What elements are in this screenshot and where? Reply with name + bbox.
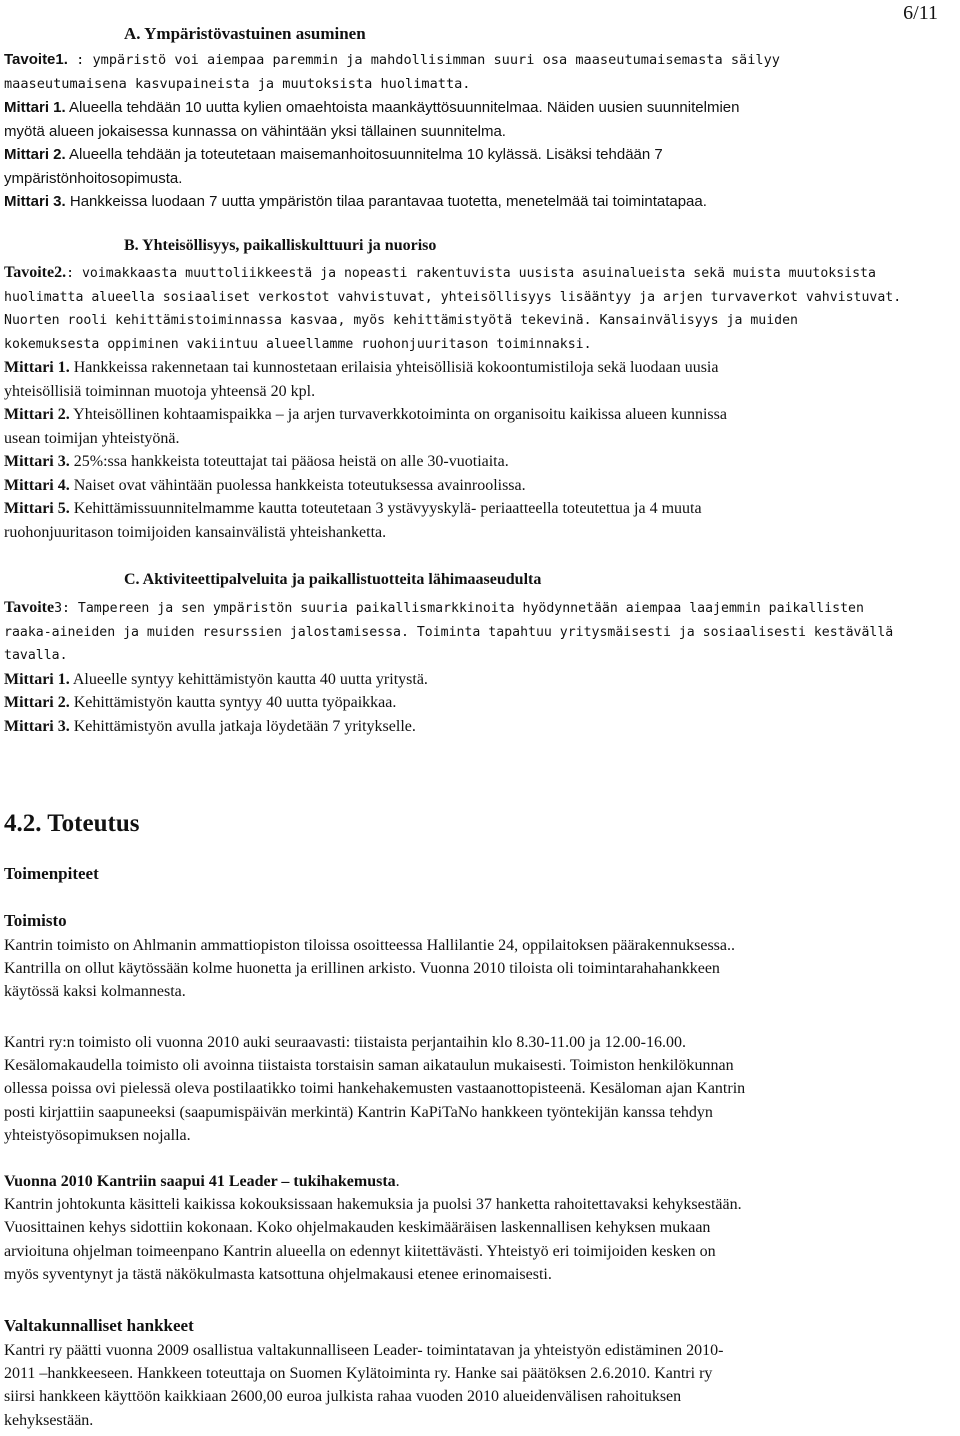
- indicator-label: Mittari 3.: [4, 193, 66, 210]
- indicator-text: ympäristönhoitosopimusta.: [4, 169, 183, 187]
- goal-text: maaseutumaisena kasvupaineista ja muutoksista huolimatta.: [4, 75, 471, 92]
- paragraph-line: posti kirjattiin saapuneeksi (saapumispäivän merkintä) Kantrin KaPiTaNo hankkeen työntekijän kanssa tehdyn: [4, 1103, 713, 1121]
- indicator-text: Alueella tehdään ja toteutetaan maisemanhoitosuunnitelma 10 kylässä. Lisäksi tehdään 7: [65, 146, 663, 163]
- paragraph-line: Kantrin toimisto on Ahlmanin ammattiopiston tiloissa osoitteessa Hallilantie 24, oppilaitoksen päärakennuksessa..: [4, 937, 735, 954]
- indicator-text: 25%:ssa hankkeista toteuttajat tai pääosa heistä on alle 30-vuotiaita.: [69, 453, 509, 470]
- indicator-text: usean toimijan yhteistyönä.: [4, 429, 180, 447]
- goal-text: kokemuksesta oppiminen vakiintuu alueellamme ruohonjuuritason toiminnaksi.: [4, 336, 592, 352]
- paragraph-line: käytössä kaksi kolmannesta.: [4, 983, 186, 1001]
- goal-text: huolimatta alueella sosiaaliset verkostot vahvistuvat, yhteisöllisyys lisääntyy ja arjen turvaverkot vahvistuvat.: [4, 289, 902, 305]
- national-projects-paragraph: [4, 1339, 956, 1432]
- section-a-heading: A. Ympäristövastuinen asuminen: [124, 24, 366, 43]
- paragraph-line: Kantri ry päätti vuonna 2009 osallistua valtakunnalliseen Leader- toimintatavan ja yhteistyön edistäminen 2010-: [4, 1342, 724, 1359]
- indicator-text: ruohonjuuritason toimijoiden kansainvälistä yhteishanketta.: [4, 523, 387, 541]
- page-number: 6/11: [903, 2, 938, 24]
- paragraph-line: siirsi hankkeen käyttöön kaikkiaan 2600,00 euroa julkista rahaa vuoden 2010 alueidenvälisen rahoituksen: [4, 1388, 682, 1406]
- indicator-text: Alueelle syntyy kehittämistyön kautta 40 uutta yritystä.: [69, 670, 428, 688]
- section-c-body: [4, 596, 956, 738]
- paragraph-line: Vuosittainen kehys sidottiin kokonaan. Koko ohjelmakauden keskimääräisen laskennallisen kehyksen mukaan: [4, 1219, 711, 1237]
- indicator-label: Mittari 1.: [4, 670, 70, 688]
- goal-text: : voimakkaasta muuttoliikkeestä ja nopeasti rakentuvista uusista asuinalueista sekä muista muutoksista: [66, 266, 876, 281]
- national-projects-heading: Valtakunnalliset hankkeet: [4, 1316, 194, 1335]
- goal-text: Nuorten rooli kehittämistoiminnassa kasvaa, myös kehittämistyötä tekevinä. Kansainvälisyys ja muiden: [4, 313, 798, 328]
- goal-text: : ympäristö voi aiempaa paremmin ja mahdollisimman suuri osa maaseutumaisemasta säilyy: [67, 52, 780, 68]
- indicator-label: Mittari 1.: [4, 99, 66, 116]
- section-c-heading: C. Aktiviteettipalveluita ja paikallistuotteita lähimaaseudulta: [124, 571, 542, 588]
- paragraph-line: Kantrilla on ollut käytössään kolme huonetta ja erillinen arkisto. Vuonna 2010 tiloista oli toimintarahahankkeen: [4, 960, 720, 978]
- indicator-text: Yhteisöllinen kohtaamispaikka – ja arjen turvaverkkotoiminta on organisoitu kaikissa alueen kunnissa: [69, 406, 727, 423]
- paragraph-line: Kantri ry:n toimisto oli vuonna 2010 auki seuraavasti: tiistaista perjantaihin klo 8.30-11.00 ja 12.00-16.00.: [4, 1034, 686, 1051]
- indicator-text: Naiset ovat vähintään puolessa hankkeista toteutuksessa avainroolissa.: [69, 476, 526, 494]
- indicator-label: Mittari 3.: [4, 717, 70, 735]
- leader-heading-end: .: [395, 1173, 400, 1190]
- goal-label: Tavoite: [4, 599, 55, 616]
- paragraph-line: arvioituna ohjelman toimeenpano Kantrin alueella on edennyt kiitettävästi. Yhteistyö eri toimijoiden kesken on: [4, 1242, 716, 1260]
- office-heading: Toimisto: [4, 911, 67, 930]
- indicator-label: Mittari 2.: [4, 146, 66, 163]
- section-a-body: [4, 48, 956, 214]
- paragraph-line: yhteistyösopimuksen nojalla.: [4, 1126, 191, 1144]
- measures-heading: Toimenpiteet: [4, 864, 99, 883]
- section-b-body: [4, 261, 956, 544]
- indicator-text: Hankkeissa luodaan 7 uutta ympäristön tilaa parantavaa tuotetta, menetelmää tai toimintatapaa.: [65, 193, 707, 210]
- indicator-text: yhteisöllisiä toiminnan muotoja yhteensä 20 kpl.: [4, 382, 316, 400]
- paragraph-line: Kesälomakaudella toimisto oli avoinna tiistaista torstaisin saman aikataulun mukaisesti. Toimiston henkilökunnan: [4, 1057, 734, 1075]
- paragraph-line: kehyksestään.: [4, 1411, 94, 1429]
- indicator-label: Mittari 2.: [4, 694, 70, 711]
- indicator-label: Mittari 3.: [4, 453, 70, 470]
- goal-text: 3: Tampereen ja sen ympäristön suuria paikallismarkkinoita hyödynnetään aiempaa laajemmin paikallisten: [54, 601, 864, 616]
- goal-text: tavalla.: [4, 648, 68, 663]
- indicator-text: myötä alueen jokaisessa kunnassa on vähintään yksi tällainen suunnitelma.: [4, 122, 506, 140]
- indicator-label: Mittari 2.: [4, 406, 70, 423]
- office-paragraph-2: [4, 1031, 956, 1147]
- section-42-heading: 4.2. Toteutus: [4, 810, 140, 837]
- indicator-text: Kehittämissuunnitelmamme kautta toteutetaan 3 ystävyyskylä- periaatteella toteutettua ja 4 muuta: [69, 500, 702, 517]
- leader-paragraph: [4, 1170, 956, 1286]
- indicator-text: Alueella tehdään 10 uutta kylien omaehtoista maankäyttösuunnitelmaa. Näiden uusien suunnitelmien: [65, 99, 740, 116]
- indicator-label: Mittari 4.: [4, 476, 70, 494]
- goal-label: Tavoite2.: [4, 264, 67, 281]
- paragraph-line: Kantrin johtokunta käsitteli kaikissa kokouksissaan hakemuksia ja puolsi 37 hanketta rahoitettavaksi kehyksestään.: [4, 1196, 742, 1214]
- goal-text: raaka-aineiden ja muiden resurssien jalostamisessa. Toiminta tapahtuu yritysmäisesti ja sosiaalisesti kestävällä: [4, 624, 894, 640]
- indicator-text: Kehittämistyön kautta syntyy 40 uutta työpaikkaa.: [69, 694, 397, 711]
- indicator-text: Kehittämistyön avulla jatkaja löydetään 7 yritykselle.: [69, 717, 416, 735]
- paragraph-line: 2011 –hankkeeseen. Hankkeen toteuttaja on Suomen Kylätoiminta ry. Hanke sai päätöksen 2.6.2010. Kantri ry: [4, 1365, 713, 1383]
- paragraph-line: myös syventynyt ja tästä näkökulmasta katsottuna ohjelmakausi etenee erinomaisesti.: [4, 1265, 552, 1283]
- office-paragraph-1: [4, 934, 956, 1004]
- indicator-text: Hankkeissa rakennetaan tai kunnostetaan erilaisia yhteisöllisiä kokoontumistiloja sekä luodaan uusia: [69, 359, 719, 376]
- indicator-label: Mittari 5.: [4, 500, 70, 517]
- paragraph-line: ollessa poissa ovi pielessä oleva postilaatikko toimi hankehakemusten vastaanottopisteenä. Kesäloman ajan Kantrin: [4, 1080, 746, 1098]
- leader-heading: Vuonna 2010 Kantriin saapui 41 Leader – tukihakemusta: [4, 1173, 396, 1190]
- section-b-heading: B. Yhteisöllisyys, paikalliskulttuuri ja nuoriso: [124, 237, 437, 254]
- indicator-label: Mittari 1.: [4, 359, 70, 376]
- goal-label: Tavoite1.: [4, 51, 68, 68]
